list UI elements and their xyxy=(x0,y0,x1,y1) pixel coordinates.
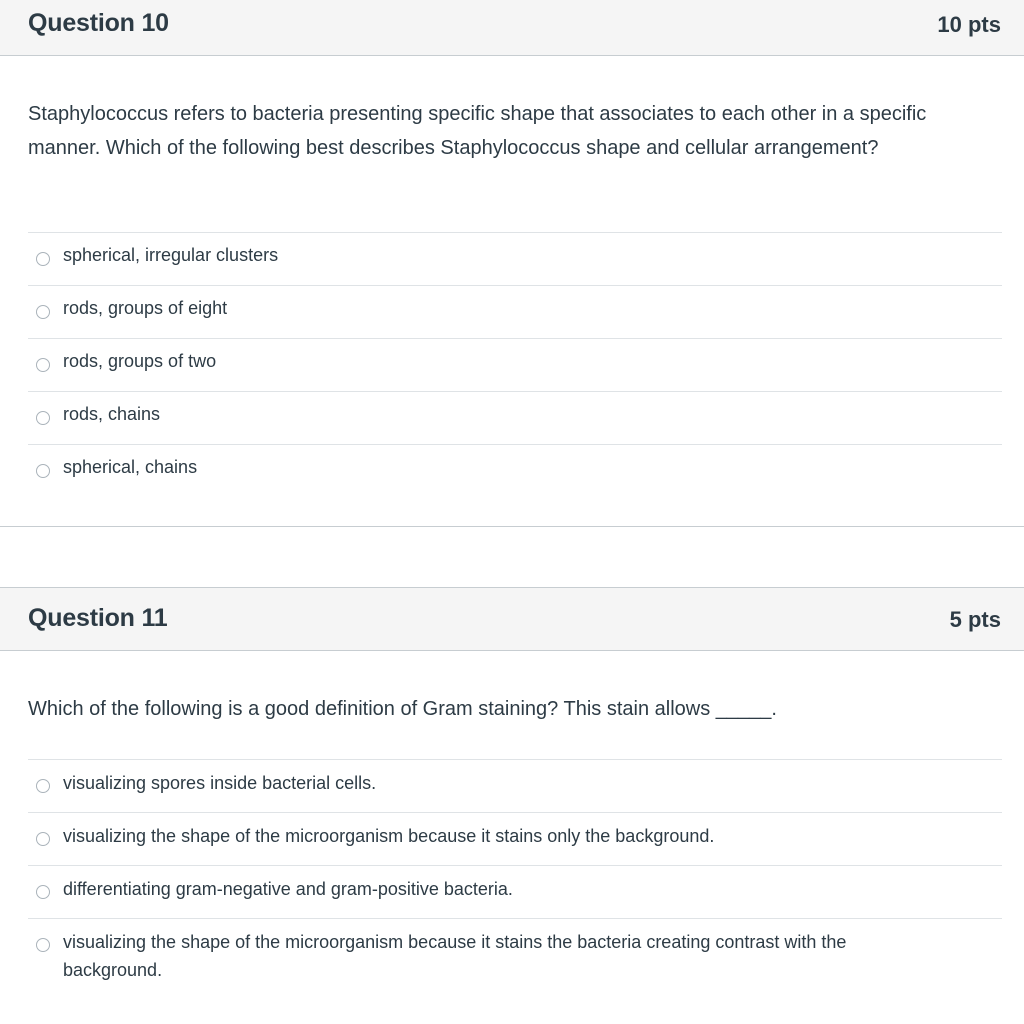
answer-option[interactable] xyxy=(28,444,1002,497)
radio-button-icon[interactable] xyxy=(36,358,50,372)
answer-list xyxy=(28,232,1002,497)
answer-option[interactable] xyxy=(28,918,1002,1008)
answer-option[interactable] xyxy=(28,232,1002,285)
answer-label: differentiating gram-negative and gram-positive bacteria. xyxy=(63,879,513,899)
answer-option[interactable] xyxy=(28,391,1002,444)
answer-option[interactable] xyxy=(28,812,1002,865)
radio-button-icon[interactable] xyxy=(36,938,50,952)
answer-option[interactable] xyxy=(28,285,1002,338)
answer-label: visualizing the shape of the microorganism because it stains the bacteria creating contrast with the background. xyxy=(63,932,847,980)
answer-list xyxy=(28,759,1002,1008)
question-text: Staphylococcus refers to bacteria presenting specific shape that associates to each other in a specific manner. Which of the following best describes Staphylococcus shape and cellular arrangement? xyxy=(28,103,927,159)
radio-button-icon[interactable] xyxy=(36,779,50,793)
question-title: Question 10 xyxy=(28,9,169,37)
answer-label: rods, chains xyxy=(63,404,161,424)
question-10-header xyxy=(0,0,1024,56)
answer-label: spherical, chains xyxy=(63,457,198,477)
question-divider xyxy=(0,526,1024,527)
question-title: Question 11 xyxy=(28,604,168,632)
radio-button-icon[interactable] xyxy=(36,305,50,319)
answer-option[interactable] xyxy=(28,865,1002,918)
answer-option[interactable] xyxy=(28,338,1002,391)
question-11-header xyxy=(0,587,1024,651)
radio-button-icon[interactable] xyxy=(36,832,50,846)
question-points: 10 pts xyxy=(937,12,1001,37)
answer-label: rods, groups of two xyxy=(63,351,217,371)
answer-label: spherical, irregular clusters xyxy=(63,245,279,265)
radio-button-icon[interactable] xyxy=(36,464,50,478)
answer-label: visualizing spores inside bacterial cells. xyxy=(63,773,377,793)
answer-label: visualizing the shape of the microorganism because it stains only the background. xyxy=(63,826,715,846)
radio-button-icon[interactable] xyxy=(36,252,50,266)
radio-button-icon[interactable] xyxy=(36,885,50,899)
answer-label: rods, groups of eight xyxy=(63,298,228,318)
radio-button-icon[interactable] xyxy=(36,411,50,425)
question-points: 5 pts xyxy=(949,607,1001,632)
question-text: Which of the following is a good definition of Gram staining? This stain allows _____. xyxy=(28,698,777,720)
answer-option[interactable] xyxy=(28,759,1002,812)
